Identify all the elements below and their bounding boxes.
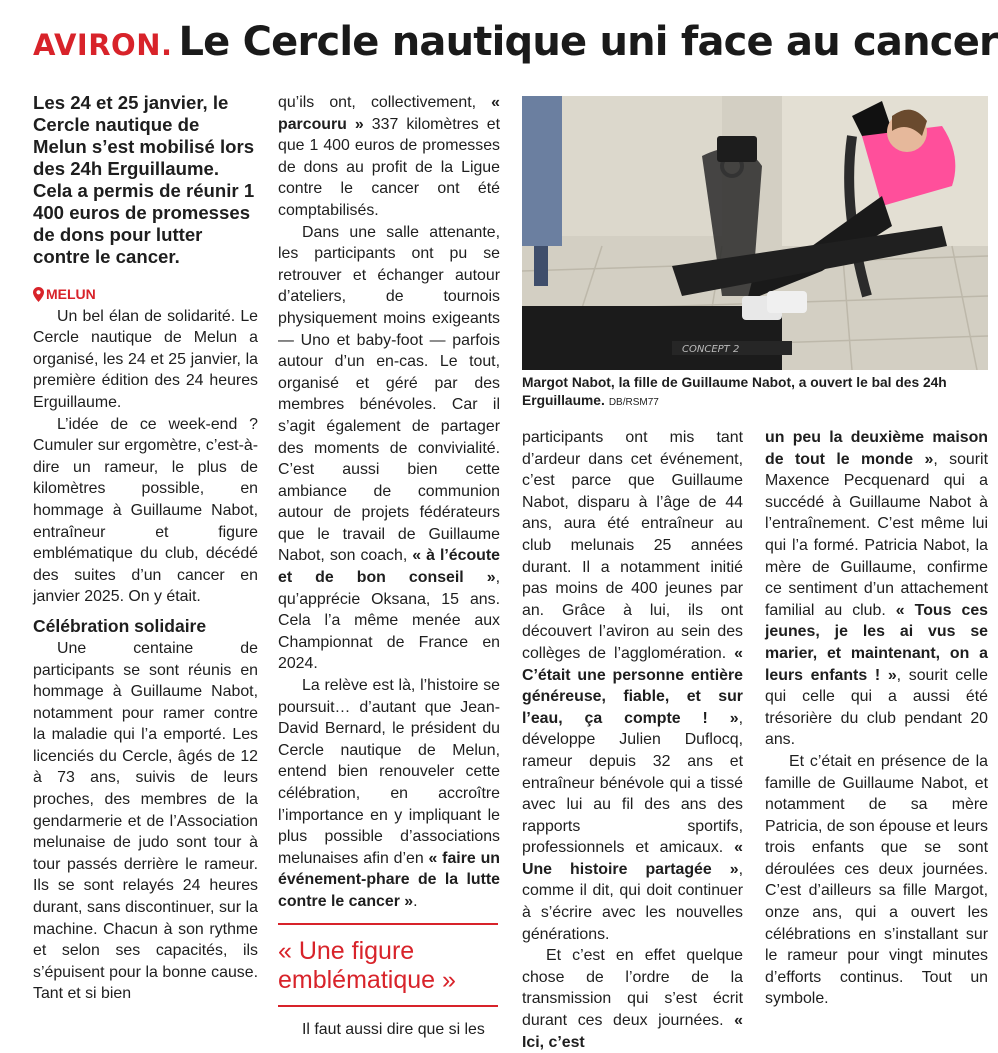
chapo: Les 24 et 25 janvier, le Cercle nautique de Melun s’est mobilisé lors des 24h Erguillaume. Cela a permis de réunir 1 400 euros de promesses de dons pour lutter contre le cancer. (33, 92, 255, 267)
text: , sourit celle qui celle qui a aussi été trésorière du club pendant 20 ans. (765, 666, 988, 749)
paragraph (522, 427, 743, 945)
text: . (413, 892, 418, 910)
column-1 (33, 92, 258, 1005)
paragraph (765, 427, 988, 751)
paragraph (522, 945, 743, 1053)
photo-credit: DB/RSM77 (608, 397, 659, 408)
section-kicker: AVIRON. (33, 28, 173, 62)
machine-brand-label: CONCEPT 2 (682, 344, 740, 355)
paragraph (278, 92, 500, 222)
text: participants ont mis tant d’ardeur dans cet événement, c’est parce que Guillaume Nabot, disparu à l’âge de 44 ans, aura été entraîneur au club melunais 25 années durant. Il a notamment initié pas moins de 400 jeunes par an. Grâce à lui, ils ont découvert l’aviron au sein des collèges de l’agglomération. (522, 429, 743, 662)
pull-quote-rule (278, 923, 498, 925)
subheading: Célébration solidaire (33, 615, 207, 636)
caption-text: Margot Nabot, la fille de Guillaume Nabot, a ouvert le bal des 24h Erguillaume. (522, 375, 947, 408)
headline: Le Cercle nautique uni face au cancer (178, 19, 998, 65)
text: , sourit Maxence Pecquenard qui a succédé à Guillaume Nabot à l’entraînement. C’est même lui qui l’a formé. Patricia Nabot, la mère de Guillaume, confirme ce sentiment d’un attachement familial au club. (765, 450, 988, 619)
quote: « à l’écoute et de bon conseil » (278, 547, 500, 587)
quote: « Tous ces jeunes, je les ai vus se marier, et maintenant, on a leurs enfants ! » (765, 601, 988, 684)
paragraph (278, 222, 500, 675)
text: Et c’est en effet quelque chose de l’ordre de la transmission qui s’est écrit durant ces deux journées. (522, 947, 743, 1030)
text: Dans une salle attenante, les participants ont pu se retrouver et échanger autour d’ateliers, de tournois physiquement moins exigeants — Uno et baby-foot — parfois autour d’un en-cas. Le tout, organisé et géré par des membres bénévoles. Car il s’agit également de partager des moments de convivialité. C’est aussi bien cette ambiance de communion autour de projets fédérateurs que le travail de Guillaume Nabot, son coach, (278, 223, 500, 565)
text: 337 kilomètres et que 1 400 euros de promesses de dons au profit de la Ligue contre le cancer ont été comptabilisés. (278, 115, 501, 219)
text: qu’ils ont, collectivement, (278, 94, 492, 111)
pull-quote-rule (278, 1005, 498, 1007)
photo-caption (522, 374, 992, 412)
quote: un peu la deuxième maison de tout le monde » (765, 429, 988, 468)
column-4 (765, 427, 988, 1010)
quote: « C’était une personne entière généreuse, fiable, et sur l’eau, ça compte ! » (522, 644, 743, 727)
quote: « faire un événement-phare de la lutte contre le cancer » (278, 849, 500, 910)
quote: « parcouru » (278, 94, 500, 133)
pull-quote: « Une figure emblématique » (278, 936, 456, 994)
article-title (33, 19, 998, 65)
paragraph: Un bel élan de solidarité. Le Cercle nautique de Melun a organisé, les 24 et 25 janvier, la première édition des 24 heures Erguillaume. (33, 307, 258, 411)
text: , qu’apprécie Oksana, 15 ans. Cela l’a même menée aux Championnat de France en 2024. (278, 569, 500, 673)
location-pin-icon (33, 287, 44, 302)
column-3 (522, 427, 743, 1053)
column-2 (278, 92, 500, 1040)
quote: « Ici, c’est (522, 1012, 743, 1051)
paragraph: Et c’était en présence de la famille de Guillaume Nabot, et notamment de sa mère Patricia, de son épouse et leurs trois enfants que se sont déroulées ces deux journées. C’est d’ailleurs sa fille Margot, onze ans, qui a ouvert les célébrations en s’installant sur le rameur pour vingt minutes d’efforts continus. Tout un symbole. (765, 752, 988, 1008)
paragraph (278, 675, 500, 913)
dateline-city: MELUN (46, 286, 96, 302)
text: , comme il dit, qui doit continuer à s’écrire avec les nouvelles générations. (522, 860, 743, 943)
dateline (33, 284, 258, 306)
rowing-photo-illustration (522, 96, 988, 370)
paragraph: Une centaine de participants se sont réunis en hommage à Guillaume Nabot, notamment pour ramer contre la maladie qui l’a emporté. Les licenciés du Cercle, âgés de 12 à 73 ans, suivis de leurs proches, des membres de la gendarmerie et de l’Association melunaise de judo sont tour à tour passés derrière le rameur. Ils se sont relayés 24 heures durant, sans discontinuer, sur la machine. Chacun à son rythme et selon ses capacités, ils s’épuisent pour la bonne cause. Tant et si bien (33, 639, 258, 1003)
paragraph: L’idée de ce week-end ? Cumuler sur ergomètre, c’est-à-dire un rameur, le plus de kilomètres possible, en hommage à Guillaume Nabot, entraîneur et figure emblématique du club, décédé des suites d’un cancer en janvier 2025. On y était. (33, 415, 258, 606)
quote: « Une histoire partagée » (522, 839, 743, 878)
article-photo (522, 96, 988, 370)
paragraph: Il faut aussi dire que si les (302, 1020, 485, 1038)
text: , développe Julien Duflocq, rameur depuis 32 ans et entraîneur bénévole qui a tissé avec lui au fil des ans des rapports sportifs, professionnels et amicaux. (522, 709, 743, 857)
text: La relève est là, l’histoire se poursuit… d’autant que Jean-David Bernard, le président du Cercle nautique de Melun, entend bien renouveler cette célébration, en accroître l’importance en y impliquant le plus possible d’associations melunaises afin d’en (278, 677, 500, 867)
